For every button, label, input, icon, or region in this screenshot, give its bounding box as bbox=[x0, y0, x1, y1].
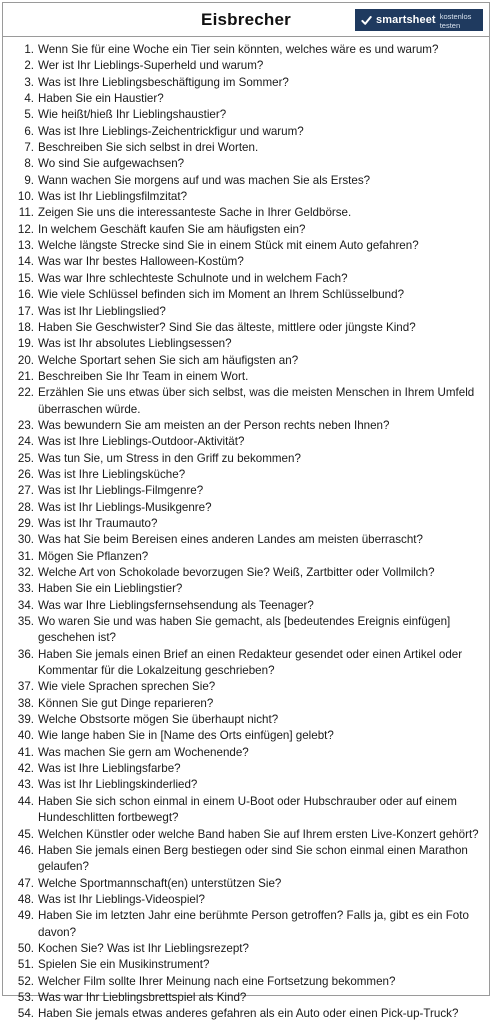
question-item bbox=[11, 957, 483, 973]
question-item bbox=[11, 892, 483, 908]
question-text: Zeigen Sie uns die interessanteste Sache in Ihrer Geldbörse. bbox=[38, 206, 352, 220]
question-item bbox=[11, 941, 483, 957]
question-item bbox=[11, 222, 483, 238]
question-number: 33. bbox=[17, 582, 34, 596]
brand-cta-label: kostenlos testen bbox=[439, 12, 472, 30]
question-text: Wo sind Sie aufgewachsen? bbox=[38, 157, 185, 171]
question-number: 9. bbox=[24, 173, 34, 187]
question-item bbox=[11, 304, 483, 320]
question-number: 48. bbox=[17, 892, 34, 906]
question-item bbox=[11, 876, 483, 892]
question-item bbox=[11, 238, 483, 254]
question-number: 31. bbox=[17, 549, 34, 563]
question-number: 36. bbox=[17, 647, 34, 661]
question-text: Erzählen Sie uns etwas über sich selbst, was die meisten Menschen in Ihrem Umfeld überraschen würde. bbox=[38, 386, 475, 416]
question-text: Wann wachen Sie morgens auf und was machen Sie als Erstes? bbox=[38, 173, 371, 187]
question-item bbox=[11, 549, 483, 565]
question-item bbox=[11, 271, 483, 287]
question-text: Wie viele Schlüssel befinden sich im Moment an Ihrem Schlüsselbund? bbox=[38, 288, 405, 302]
question-text: Was ist Ihr Lieblings-Musikgenre? bbox=[38, 500, 212, 514]
question-item bbox=[11, 696, 483, 712]
question-number: 52. bbox=[17, 974, 34, 988]
question-text: Welche Obstsorte mögen Sie überhaupt nicht? bbox=[38, 713, 279, 727]
question-item bbox=[11, 712, 483, 728]
question-number: 50. bbox=[17, 941, 34, 955]
question-item bbox=[11, 434, 483, 450]
question-text: Wo waren Sie und was haben Sie gemacht, als [bedeutendes Ereignis einfügen] geschehen ist? bbox=[38, 615, 451, 645]
question-item bbox=[11, 516, 483, 532]
question-text: Welche Sportmannschaft(en) unterstützen Sie? bbox=[38, 876, 282, 890]
question-text: Welche Sportart sehen Sie sich am häufigsten an? bbox=[38, 353, 299, 367]
question-text: Haben Sie ein Haustier? bbox=[38, 92, 164, 106]
question-text: Wer ist Ihr Lieblings-Superheld und warum? bbox=[38, 59, 264, 73]
question-text: Was machen Sie gern am Wochenende? bbox=[38, 745, 249, 759]
question-item bbox=[11, 418, 483, 434]
question-item bbox=[11, 42, 483, 58]
question-number: 1. bbox=[24, 43, 34, 56]
question-text: Was ist Ihr Lieblingskinderlied? bbox=[38, 778, 198, 792]
question-number: 15. bbox=[17, 271, 34, 285]
question-text: Was ist Ihr absolutes Lieblingsessen? bbox=[38, 337, 232, 351]
question-text: Was war Ihre schlechteste Schulnote und in welchem Fach? bbox=[38, 271, 348, 285]
question-number: 41. bbox=[17, 745, 34, 759]
question-number: 10. bbox=[17, 190, 34, 204]
question-item bbox=[11, 728, 483, 744]
question-number: 7. bbox=[24, 141, 34, 155]
question-number: 5. bbox=[24, 108, 34, 122]
question-number: 49. bbox=[17, 909, 34, 923]
question-number: 23. bbox=[17, 418, 34, 432]
question-text: Welcher Film sollte Ihrer Meinung nach eine Fortsetzung bekommen? bbox=[38, 974, 396, 988]
question-number: 20. bbox=[17, 353, 34, 367]
question-text: Welche längste Strecke sind Sie in einem Stück mit einem Auto gefahren? bbox=[38, 239, 419, 253]
question-number: 32. bbox=[17, 566, 34, 579]
question-number: 18. bbox=[17, 320, 34, 334]
smartsheet-checkmark-logo-icon bbox=[361, 15, 372, 26]
question-number: 51. bbox=[17, 958, 34, 972]
question-item bbox=[11, 679, 483, 695]
question-text: Mögen Sie Pflanzen? bbox=[38, 549, 149, 563]
question-item bbox=[11, 385, 483, 418]
question-item bbox=[11, 91, 483, 107]
brand-name: smartsheet bbox=[376, 14, 436, 26]
question-number: 13. bbox=[17, 239, 34, 253]
question-number: 26. bbox=[17, 467, 34, 481]
question-number: 21. bbox=[17, 369, 34, 383]
question-number: 4. bbox=[24, 92, 34, 106]
question-text: Haben Sie jemals etwas anderes gefahren als ein Auto oder einen Pick-up-Truck? bbox=[38, 1007, 459, 1021]
sheet-header bbox=[3, 3, 489, 37]
question-text: Haben Sie jemals einen Berg bestiegen oder sind Sie schon einmal einen Marathon gelaufen? bbox=[38, 843, 468, 874]
question-item bbox=[11, 827, 483, 843]
question-text: Was ist Ihre Lieblingsküche? bbox=[38, 467, 186, 481]
question-number: 25. bbox=[17, 451, 34, 465]
question-number: 12. bbox=[17, 222, 34, 236]
question-item bbox=[11, 647, 483, 680]
question-number: 39. bbox=[17, 713, 34, 727]
question-number: 35. bbox=[17, 615, 34, 629]
question-text: Haben Sie sich schon einmal in einem U-Boot oder Hubschrauber oder auf einem Hundeschlitten fortbewegt? bbox=[38, 794, 457, 825]
question-number: 47. bbox=[17, 876, 34, 890]
question-item bbox=[11, 761, 483, 777]
question-item bbox=[11, 156, 483, 172]
question-item bbox=[11, 565, 483, 581]
question-number: 8. bbox=[24, 157, 34, 171]
question-item bbox=[11, 777, 483, 793]
question-item bbox=[11, 107, 483, 123]
question-number: 42. bbox=[17, 762, 34, 776]
question-number: 53. bbox=[17, 990, 34, 1004]
question-text: Spielen Sie ein Musikinstrument? bbox=[38, 958, 210, 972]
question-text: Haben Sie im letzten Jahr eine berühmte Person getroffen? Falls ja, gibt es ein Foto davon? bbox=[38, 909, 469, 939]
question-text: In welchem Geschäft kaufen Sie am häufigsten ein? bbox=[38, 222, 306, 236]
question-text: Was ist Ihr Lieblingslied? bbox=[38, 304, 166, 318]
question-item bbox=[11, 467, 483, 483]
question-text: Was war Ihr bestes Halloween-Kostüm? bbox=[38, 255, 244, 269]
question-number: 19. bbox=[17, 337, 34, 351]
question-text: Was ist Ihr Lieblingsfilmzitat? bbox=[38, 190, 188, 204]
question-text: Was ist Ihre Lieblings-Zeichentrickfigur und warum? bbox=[38, 124, 304, 138]
question-text: Was ist Ihr Traumauto? bbox=[38, 516, 158, 530]
question-number: 45. bbox=[17, 827, 34, 841]
question-list bbox=[3, 37, 489, 1023]
question-number: 2. bbox=[24, 59, 34, 73]
question-item bbox=[11, 745, 483, 761]
question-item bbox=[11, 974, 483, 990]
question-text: Was bewundern Sie am meisten an der Person rechts neben Ihnen? bbox=[38, 418, 390, 432]
question-item bbox=[11, 598, 483, 614]
question-item bbox=[11, 124, 483, 140]
question-text: Wenn Sie für eine Woche ein Tier sein könnten, welches wäre es und warum? bbox=[38, 43, 439, 56]
question-item bbox=[11, 532, 483, 548]
question-number: 37. bbox=[17, 680, 34, 694]
question-number: 30. bbox=[17, 533, 34, 547]
question-item bbox=[11, 75, 483, 91]
question-text: Was ist Ihre Lieblings-Outdoor-Aktivität? bbox=[38, 435, 245, 449]
question-item bbox=[11, 58, 483, 74]
question-text: Haben Sie jemals einen Brief an einen Redakteur gesendet oder einen Artikel oder Kommentar für die Lokalzeitung geschrieben? bbox=[38, 647, 463, 678]
question-item bbox=[11, 581, 483, 597]
question-item bbox=[11, 794, 483, 827]
question-text: Welchen Künstler oder welche Band haben Sie auf Ihrem ersten Live-Konzert gehört? bbox=[38, 827, 479, 841]
question-item bbox=[11, 614, 483, 647]
question-number: 3. bbox=[24, 75, 34, 89]
question-item bbox=[11, 287, 483, 303]
question-text: Wie lange haben Sie in [Name des Orts einfügen] gelebt? bbox=[38, 729, 334, 743]
question-number: 38. bbox=[17, 696, 34, 710]
question-number: 14. bbox=[17, 255, 34, 269]
question-item bbox=[11, 843, 483, 876]
question-text: Beschreiben Sie sich selbst in drei Worten. bbox=[38, 141, 259, 155]
question-text: Haben Sie ein Lieblingstier? bbox=[38, 582, 183, 596]
question-number: 46. bbox=[17, 843, 34, 857]
question-number: 27. bbox=[17, 484, 34, 498]
question-number: 28. bbox=[17, 500, 34, 514]
question-item bbox=[11, 353, 483, 369]
question-text: Wie heißt/hieß Ihr Lieblingshaustier? bbox=[38, 108, 227, 122]
question-text: Was hat Sie beim Bereisen eines anderen Landes am meisten überrascht? bbox=[38, 533, 423, 547]
page-title: Eisbrecher bbox=[201, 10, 291, 29]
question-item bbox=[11, 990, 483, 1006]
question-number: 6. bbox=[24, 124, 34, 138]
question-item bbox=[11, 189, 483, 205]
question-item bbox=[11, 1006, 483, 1022]
question-item bbox=[11, 451, 483, 467]
question-item bbox=[11, 320, 483, 336]
question-text: Was war Ihre Lieblingsfernsehsendung als Teenager? bbox=[38, 598, 314, 612]
question-text: Was tun Sie, um Stress in den Griff zu bekommen? bbox=[38, 451, 301, 465]
question-text: Was ist Ihre Lieblingsfarbe? bbox=[38, 762, 181, 776]
question-text: Beschreiben Sie Ihr Team in einem Wort. bbox=[38, 369, 249, 383]
question-number: 40. bbox=[17, 729, 34, 743]
question-text: Können Sie gut Dinge reparieren? bbox=[38, 696, 214, 710]
icebreaker-sheet bbox=[2, 2, 490, 1021]
question-item bbox=[11, 140, 483, 156]
question-text: Haben Sie Geschwister? Sind Sie das älteste, mittlere oder jüngste Kind? bbox=[38, 320, 416, 334]
question-number: 54. bbox=[17, 1007, 34, 1021]
question-item bbox=[11, 908, 483, 941]
question-item bbox=[11, 336, 483, 352]
question-text: Kochen Sie? Was ist Ihr Lieblingsrezept? bbox=[38, 941, 249, 955]
question-number: 11. bbox=[18, 206, 34, 220]
question-number: 16. bbox=[17, 288, 34, 302]
question-text: Was war Ihr Lieblingsbrettspiel als Kind? bbox=[38, 990, 247, 1004]
question-text: Welche Art von Schokolade bevorzugen Sie? Weiß, Zartbitter oder Vollmilch? bbox=[38, 566, 435, 579]
smartsheet-trial-button[interactable] bbox=[355, 9, 483, 31]
question-number: 17. bbox=[17, 304, 34, 318]
question-text: Wie viele Sprachen sprechen Sie? bbox=[38, 680, 216, 694]
question-number: 43. bbox=[17, 778, 34, 792]
question-item bbox=[11, 500, 483, 516]
question-number: 29. bbox=[17, 516, 34, 530]
question-item bbox=[11, 173, 483, 189]
question-number: 24. bbox=[17, 435, 34, 449]
question-text: Was ist Ihr Lieblings-Videospiel? bbox=[38, 892, 205, 906]
question-number: 34. bbox=[17, 598, 34, 612]
question-item bbox=[11, 254, 483, 270]
question-text: Was ist Ihre Lieblingsbeschäftigung im Sommer? bbox=[38, 75, 289, 89]
question-item bbox=[11, 483, 483, 499]
question-number: 22. bbox=[17, 386, 34, 400]
question-number: 44. bbox=[17, 794, 34, 808]
question-text: Was ist Ihr Lieblings-Filmgenre? bbox=[38, 484, 204, 498]
question-item bbox=[11, 205, 483, 221]
question-item bbox=[11, 369, 483, 385]
